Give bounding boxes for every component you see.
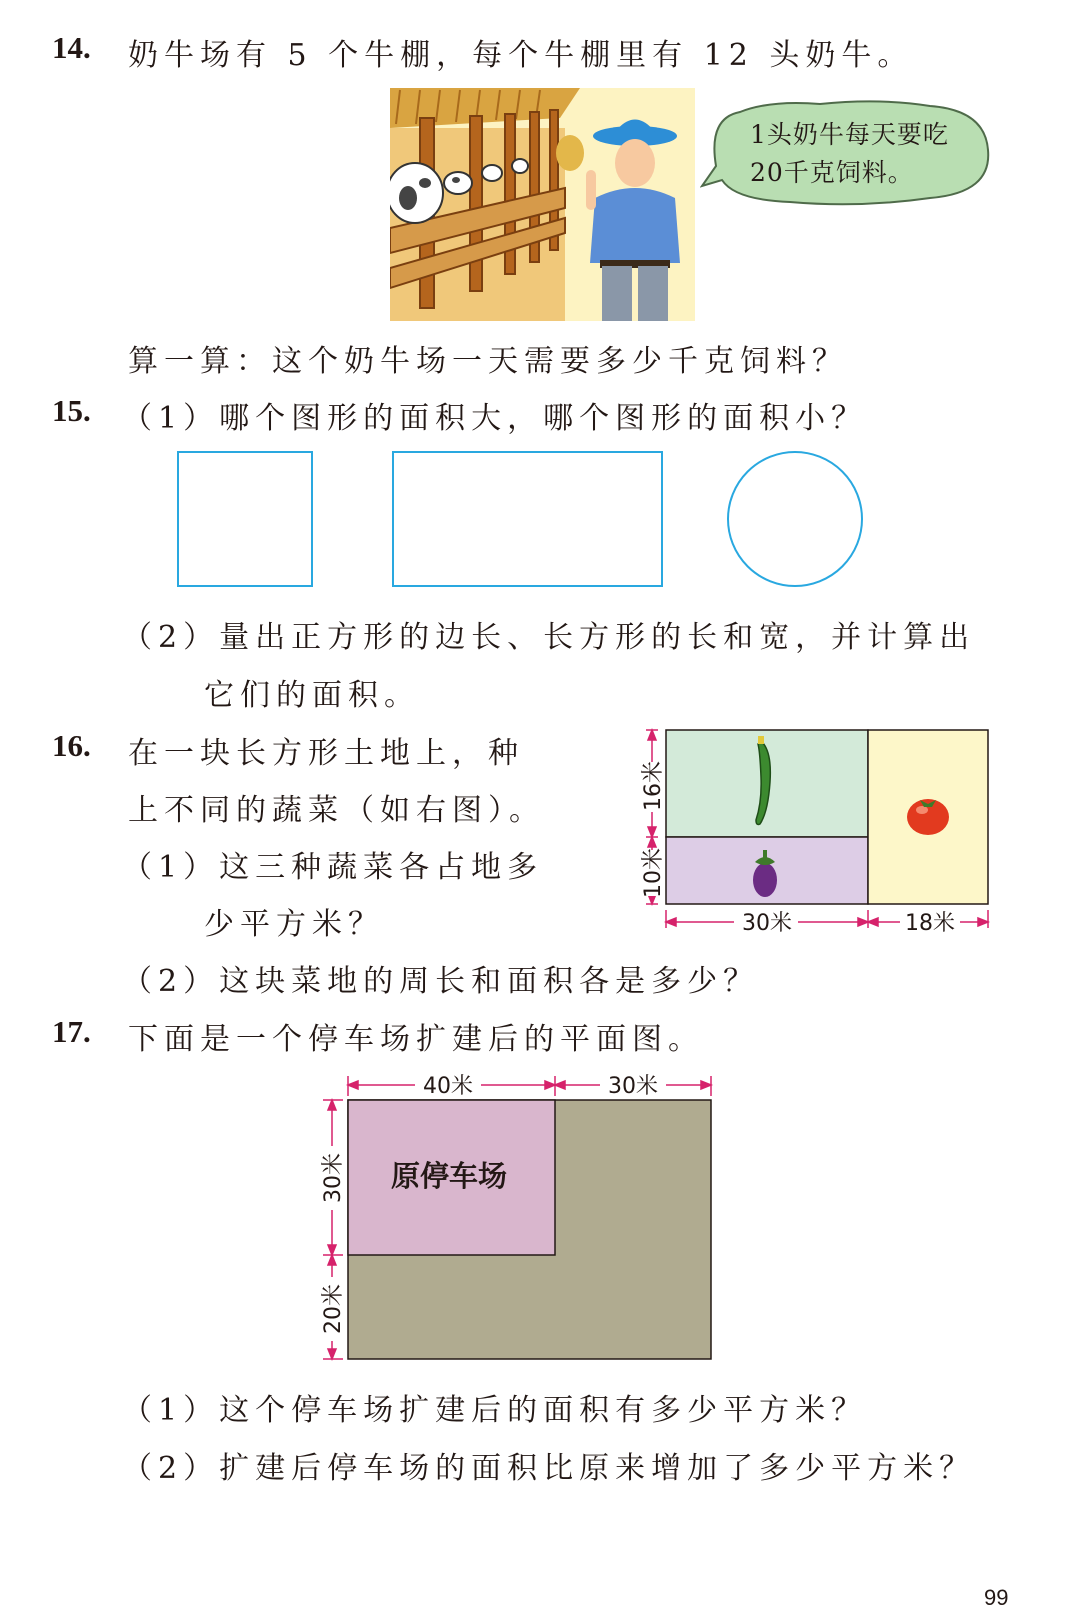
question-15-part-2-line-2: 它们的面积。	[204, 678, 420, 713]
cow-barn-illustration	[390, 88, 695, 321]
circle-shape	[728, 452, 862, 586]
square-shape	[178, 452, 312, 586]
question-15-part-2-line-1: （2）量出正方形的边长、长方形的长和宽，并计算出	[122, 620, 976, 655]
shapes-figure	[170, 445, 870, 595]
dim-18m-label: 18米	[905, 911, 955, 936]
dim-30m-top-label: 30米	[608, 1074, 658, 1099]
dim-10m-label: 10米	[641, 848, 666, 898]
rectangle-shape	[393, 452, 662, 586]
dim-20m-side-label: 20米	[321, 1284, 346, 1334]
question-17-part-1: （1）这个停车场扩建后的面积有多少平方米？	[122, 1393, 868, 1428]
question-14-text: 奶牛场有 5 个牛棚，每个牛棚里有 12 头奶牛。	[128, 38, 914, 73]
question-16-line-1: 在一块长方形土地上，种	[128, 736, 524, 771]
question-17-text: 下面是一个停车场扩建后的平面图。	[128, 1022, 704, 1057]
parking-lot-plan	[315, 1068, 720, 1366]
page-number: 99	[984, 1585, 1009, 1610]
dim-40m-label: 40米	[423, 1074, 473, 1099]
question-15-number: 15.	[52, 393, 91, 428]
question-16-part-1-line-1: （1）这三种蔬菜各占地多	[122, 850, 544, 885]
dim-30m-label: 30米	[742, 911, 792, 936]
question-17-number: 17.	[52, 1014, 91, 1049]
question-16-number: 16.	[52, 728, 91, 763]
question-16-line-2: 上不同的蔬菜（如右图）。	[128, 793, 545, 828]
dim-30m-side-label: 30米	[321, 1153, 346, 1203]
question-15-part-1: （1）哪个图形的面积大，哪个图形的面积小？	[122, 401, 868, 436]
question-14-prompt: 算一算：这个奶牛场一天需要多少千克饲料？	[128, 344, 848, 379]
question-17-part-2: （2）扩建后停车场的面积比原来增加了多少平方米？	[122, 1451, 976, 1486]
tomato-icon	[907, 799, 949, 835]
question-14-number: 14.	[52, 30, 91, 65]
question-16-part-1-line-2: 少平方米？	[204, 907, 384, 942]
bubble-line-1: 1头奶牛每天要吃	[750, 120, 949, 149]
original-parking-label: 原停车场	[390, 1159, 508, 1193]
bubble-line-2: 20千克饲料。	[750, 158, 914, 187]
vegetable-plot-diagram	[610, 722, 995, 940]
question-16-part-2: （2）这块菜地的周长和面积各是多少？	[122, 964, 760, 999]
dim-16m-label: 16米	[641, 761, 666, 811]
